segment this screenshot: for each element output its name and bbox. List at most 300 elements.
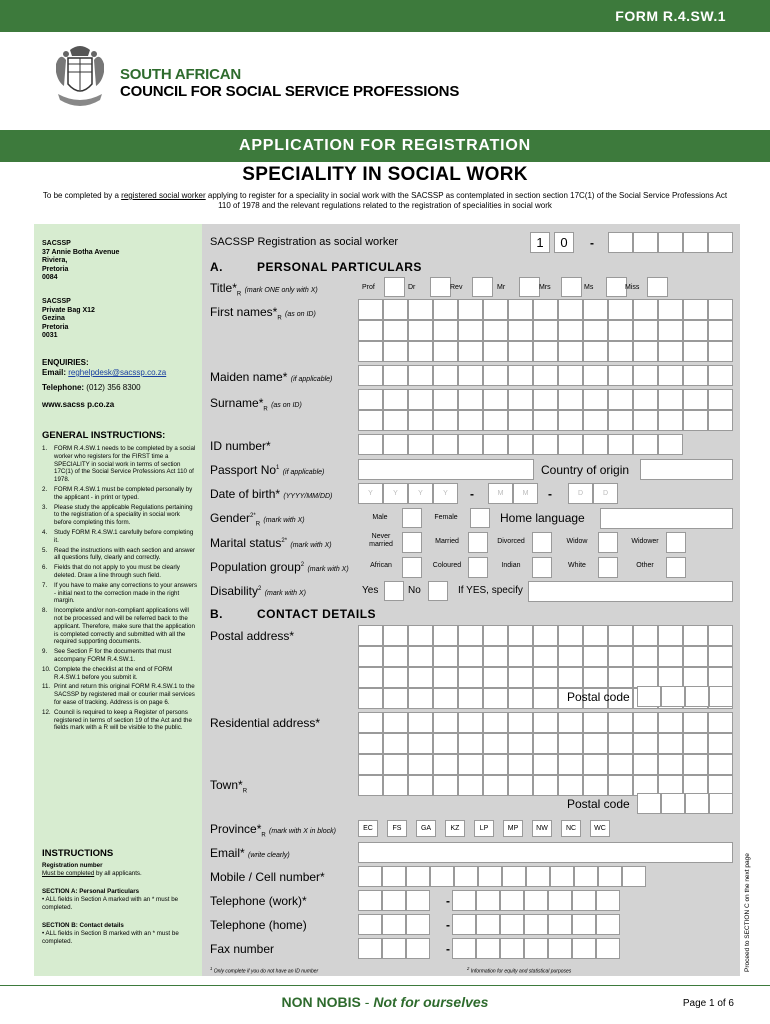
char-cell[interactable] [533,775,558,796]
char-cell[interactable] [683,667,708,688]
char-cell[interactable] [383,320,408,341]
char-cell[interactable] [533,688,558,709]
char-cell[interactable] [708,320,733,341]
phone-cell[interactable] [548,914,572,935]
char-cell[interactable] [637,686,661,707]
char-cell[interactable] [533,625,558,646]
char-cell[interactable] [661,793,685,814]
char-cell[interactable] [533,646,558,667]
char-cell[interactable] [708,341,733,362]
province-option-nc[interactable]: NC [561,820,581,837]
province-option-ec[interactable]: EC [358,820,378,837]
char-cell[interactable] [708,625,733,646]
phone-cell[interactable] [406,890,430,911]
char-cell[interactable] [608,712,633,733]
phone-cell[interactable] [596,938,620,959]
char-cell[interactable] [433,365,458,386]
char-cell[interactable] [533,389,558,410]
char-cell[interactable] [533,754,558,775]
char-cell[interactable] [458,667,483,688]
char-cell[interactable] [408,625,433,646]
disability-yes-checkbox[interactable] [384,581,404,601]
char-cell[interactable] [358,733,383,754]
char-cell[interactable] [683,232,708,253]
char-cell[interactable] [526,866,550,887]
char-cell[interactable] [608,232,633,253]
char-cell[interactable] [408,688,433,709]
char-cell[interactable] [633,712,658,733]
char-cell[interactable] [483,410,508,431]
char-cell[interactable] [583,646,608,667]
char-cell[interactable] [583,775,608,796]
char-cell[interactable] [608,733,633,754]
char-cell[interactable] [583,754,608,775]
char-cell[interactable] [358,410,383,431]
province-option-nw[interactable]: NW [532,820,552,837]
char-cell[interactable] [633,733,658,754]
marital-option-checkbox[interactable] [598,532,618,553]
char-cell[interactable] [558,320,583,341]
char-cell[interactable] [508,389,533,410]
char-cell[interactable] [383,341,408,362]
char-cell[interactable] [583,410,608,431]
char-cell[interactable] [708,754,733,775]
population-option-checkbox[interactable] [598,557,618,578]
phone-cell[interactable] [500,938,524,959]
char-cell[interactable] [683,733,708,754]
char-cell[interactable] [533,434,558,455]
char-cell[interactable] [408,712,433,733]
char-cell[interactable] [533,341,558,362]
dob-cell[interactable]: M [488,483,513,504]
char-cell[interactable] [608,389,633,410]
char-cell[interactable] [433,754,458,775]
disability-specify-input[interactable] [528,581,733,602]
char-cell[interactable] [533,410,558,431]
char-cell[interactable] [483,733,508,754]
char-cell[interactable] [433,389,458,410]
province-option-wc[interactable]: WC [590,820,610,837]
char-cell[interactable] [661,686,685,707]
char-cell[interactable] [658,341,683,362]
province-option-lp[interactable]: LP [474,820,494,837]
char-cell[interactable] [633,625,658,646]
char-cell[interactable] [383,365,408,386]
char-cell[interactable] [458,389,483,410]
phone-cell[interactable] [548,890,572,911]
char-cell[interactable] [708,410,733,431]
char-cell[interactable] [508,320,533,341]
char-cell[interactable] [608,434,633,455]
char-cell[interactable] [358,341,383,362]
char-cell[interactable] [383,733,408,754]
first-names-input[interactable] [358,299,733,362]
char-cell[interactable] [508,688,533,709]
char-cell[interactable] [583,667,608,688]
char-cell[interactable] [583,434,608,455]
population-option-checkbox[interactable] [666,557,686,578]
phone-cell[interactable] [406,914,430,935]
char-cell[interactable] [658,754,683,775]
char-cell[interactable] [383,646,408,667]
char-cell[interactable] [658,434,683,455]
char-cell[interactable] [508,434,533,455]
char-cell[interactable] [608,410,633,431]
char-cell[interactable] [633,646,658,667]
char-cell[interactable] [458,775,483,796]
dob-cell[interactable]: Y [433,483,458,504]
char-cell[interactable] [382,866,406,887]
char-cell[interactable] [658,232,683,253]
home-language-input[interactable] [600,508,733,529]
enquiries-email-link[interactable]: reghelpdesk@sacssp.co.za [68,368,167,377]
char-cell[interactable] [558,341,583,362]
char-cell[interactable] [433,775,458,796]
char-cell[interactable] [358,299,383,320]
char-cell[interactable] [709,686,733,707]
province-option-ga[interactable]: GA [416,820,436,837]
phone-cell[interactable] [382,914,406,935]
char-cell[interactable] [433,434,458,455]
char-cell[interactable] [358,389,383,410]
char-cell[interactable] [583,625,608,646]
char-cell[interactable] [508,754,533,775]
char-cell[interactable] [633,341,658,362]
char-cell[interactable] [633,667,658,688]
char-cell[interactable] [608,341,633,362]
char-cell[interactable] [583,365,608,386]
char-cell[interactable] [508,775,533,796]
dob-input[interactable] [358,483,758,504]
char-cell[interactable] [383,688,408,709]
char-cell[interactable] [633,434,658,455]
char-cell[interactable] [358,434,383,455]
char-cell[interactable] [574,866,598,887]
dob-cell[interactable]: D [568,483,593,504]
char-cell[interactable] [633,365,658,386]
char-cell[interactable] [483,299,508,320]
char-cell[interactable] [558,625,583,646]
char-cell[interactable] [608,775,633,796]
phone-cell[interactable] [476,914,500,935]
marital-option-checkbox[interactable] [666,532,686,553]
char-cell[interactable] [558,712,583,733]
char-cell[interactable] [558,389,583,410]
char-cell[interactable] [658,646,683,667]
char-cell[interactable] [483,667,508,688]
char-cell[interactable] [637,793,661,814]
population-option-checkbox[interactable] [402,557,422,578]
phone-cell[interactable] [358,938,382,959]
char-cell[interactable] [508,341,533,362]
char-cell[interactable] [458,410,483,431]
population-option-checkbox[interactable] [468,557,488,578]
char-cell[interactable] [358,754,383,775]
char-cell[interactable] [358,365,383,386]
title-option-checkbox[interactable] [472,277,493,297]
char-cell[interactable] [483,775,508,796]
char-cell[interactable] [406,866,430,887]
id-number-input[interactable] [358,434,683,455]
char-cell[interactable] [658,667,683,688]
phone-cell[interactable] [500,914,524,935]
char-cell[interactable] [685,793,709,814]
phone-cell[interactable] [358,890,382,911]
phone-cell[interactable] [524,914,548,935]
char-cell[interactable] [383,712,408,733]
char-cell[interactable] [458,646,483,667]
char-cell[interactable] [502,866,526,887]
title-option-checkbox[interactable] [384,277,405,297]
char-cell[interactable] [558,646,583,667]
gender-female-checkbox[interactable] [470,508,490,528]
dob-cell[interactable]: D [593,483,618,504]
char-cell[interactable] [558,775,583,796]
title-option-checkbox[interactable] [519,277,540,297]
marital-option-checkbox[interactable] [402,532,422,553]
char-cell[interactable] [683,754,708,775]
char-cell[interactable] [558,410,583,431]
phone-cell[interactable] [358,914,382,935]
char-cell[interactable] [608,320,633,341]
char-cell[interactable] [383,434,408,455]
char-cell[interactable] [408,410,433,431]
char-cell[interactable] [433,712,458,733]
website-link[interactable]: www.sacss p.co.za [42,400,115,409]
province-option-mp[interactable]: MP [503,820,523,837]
char-cell[interactable] [458,625,483,646]
char-cell[interactable] [433,625,458,646]
char-cell[interactable] [708,389,733,410]
char-cell[interactable] [633,754,658,775]
char-cell[interactable] [383,410,408,431]
char-cell[interactable] [358,646,383,667]
char-cell[interactable] [458,754,483,775]
char-cell[interactable] [358,625,383,646]
char-cell[interactable] [558,733,583,754]
phone-cell[interactable] [406,938,430,959]
char-cell[interactable] [383,389,408,410]
phone-cell[interactable] [382,890,406,911]
char-cell[interactable] [358,320,383,341]
char-cell[interactable] [408,365,433,386]
char-cell[interactable] [633,320,658,341]
char-cell[interactable] [433,410,458,431]
phone-cell[interactable] [524,938,548,959]
passport-input[interactable] [358,459,534,480]
char-cell[interactable] [683,625,708,646]
char-cell[interactable] [533,320,558,341]
maiden-name-input[interactable] [358,365,733,386]
residential-address-input[interactable] [358,712,733,796]
email-input[interactable] [358,842,733,863]
dob-cell[interactable]: Y [358,483,383,504]
char-cell[interactable] [550,866,574,887]
phone-cell[interactable] [452,938,476,959]
char-cell[interactable] [708,667,733,688]
title-option-checkbox[interactable] [647,277,668,297]
phone-cell[interactable] [476,890,500,911]
char-cell[interactable] [458,320,483,341]
char-cell[interactable] [533,365,558,386]
char-cell[interactable] [358,667,383,688]
char-cell[interactable] [433,320,458,341]
char-cell[interactable] [558,754,583,775]
char-cell[interactable] [408,667,433,688]
char-cell[interactable] [458,733,483,754]
char-cell[interactable] [458,365,483,386]
char-cell[interactable] [508,625,533,646]
char-cell[interactable] [483,754,508,775]
char-cell[interactable] [533,733,558,754]
char-cell[interactable] [608,365,633,386]
char-cell[interactable] [408,389,433,410]
province-option-kz[interactable]: KZ [445,820,465,837]
char-cell[interactable] [708,733,733,754]
char-cell[interactable] [658,365,683,386]
phone-cell[interactable] [476,938,500,959]
char-cell[interactable] [658,299,683,320]
char-cell[interactable] [683,410,708,431]
title-option-checkbox[interactable] [606,277,627,297]
char-cell[interactable] [583,389,608,410]
gender-male-checkbox[interactable] [402,508,422,528]
char-cell[interactable] [408,646,433,667]
char-cell[interactable] [358,775,383,796]
char-cell[interactable] [533,667,558,688]
country-of-origin-input[interactable] [640,459,733,480]
marital-option-checkbox[interactable] [532,532,552,553]
title-option-checkbox[interactable] [561,277,582,297]
char-cell[interactable] [483,646,508,667]
phone-cell[interactable] [596,890,620,911]
char-cell[interactable] [408,434,433,455]
char-cell[interactable] [658,389,683,410]
char-cell[interactable] [658,733,683,754]
char-cell[interactable] [683,712,708,733]
char-cell[interactable] [408,754,433,775]
tel-home-input[interactable] [358,914,738,935]
char-cell[interactable] [683,646,708,667]
char-cell[interactable] [608,754,633,775]
char-cell[interactable] [483,434,508,455]
char-cell[interactable] [483,625,508,646]
char-cell[interactable] [558,365,583,386]
char-cell[interactable] [685,686,709,707]
phone-cell[interactable] [382,938,406,959]
char-cell[interactable] [458,712,483,733]
char-cell[interactable] [683,341,708,362]
char-cell[interactable] [598,866,622,887]
tel-work-input[interactable] [358,890,738,911]
char-cell[interactable] [608,667,633,688]
char-cell[interactable] [533,712,558,733]
char-cell[interactable] [483,389,508,410]
phone-cell[interactable] [572,890,596,911]
char-cell[interactable] [383,667,408,688]
title-option-checkbox[interactable] [430,277,451,297]
char-cell[interactable] [433,733,458,754]
char-cell[interactable] [608,646,633,667]
char-cell[interactable] [430,866,454,887]
char-cell[interactable] [583,320,608,341]
char-cell[interactable] [708,299,733,320]
char-cell[interactable] [583,341,608,362]
char-cell[interactable] [683,365,708,386]
population-option-checkbox[interactable] [532,557,552,578]
phone-cell[interactable] [548,938,572,959]
phone-cell[interactable] [572,914,596,935]
char-cell[interactable] [483,712,508,733]
char-cell[interactable] [608,625,633,646]
char-cell[interactable] [508,733,533,754]
char-cell[interactable] [458,299,483,320]
char-cell[interactable] [433,688,458,709]
postal-code-input[interactable] [637,686,733,707]
phone-cell[interactable] [452,890,476,911]
char-cell[interactable] [383,775,408,796]
char-cell[interactable] [708,712,733,733]
char-cell[interactable] [433,667,458,688]
char-cell[interactable] [533,299,558,320]
char-cell[interactable] [633,410,658,431]
char-cell[interactable] [383,625,408,646]
char-cell[interactable] [508,410,533,431]
char-cell[interactable] [508,712,533,733]
char-cell[interactable] [408,320,433,341]
dob-cell[interactable]: M [513,483,538,504]
char-cell[interactable] [458,688,483,709]
char-cell[interactable] [383,299,408,320]
char-cell[interactable] [583,299,608,320]
char-cell[interactable] [658,410,683,431]
char-cell[interactable] [483,688,508,709]
char-cell[interactable] [608,299,633,320]
char-cell[interactable] [558,434,583,455]
province-option-fs[interactable]: FS [387,820,407,837]
char-cell[interactable] [658,712,683,733]
char-cell[interactable] [433,341,458,362]
char-cell[interactable] [558,299,583,320]
char-cell[interactable] [708,232,733,253]
char-cell[interactable] [683,389,708,410]
char-cell[interactable] [358,688,383,709]
char-cell[interactable] [633,299,658,320]
char-cell[interactable] [478,866,502,887]
char-cell[interactable] [358,712,383,733]
char-cell[interactable] [433,646,458,667]
char-cell[interactable] [583,712,608,733]
dob-cell[interactable]: Y [408,483,433,504]
mobile-input[interactable] [358,866,646,887]
char-cell[interactable] [658,320,683,341]
char-cell[interactable] [408,341,433,362]
char-cell[interactable] [458,341,483,362]
char-cell[interactable] [483,320,508,341]
char-cell[interactable] [633,389,658,410]
char-cell[interactable] [709,793,733,814]
char-cell[interactable] [708,365,733,386]
phone-cell[interactable] [524,890,548,911]
char-cell[interactable] [433,299,458,320]
char-cell[interactable] [483,365,508,386]
char-cell[interactable] [383,754,408,775]
char-cell[interactable] [583,733,608,754]
phone-cell[interactable] [452,914,476,935]
disability-no-checkbox[interactable] [428,581,448,601]
char-cell[interactable] [558,667,583,688]
char-cell[interactable] [508,365,533,386]
